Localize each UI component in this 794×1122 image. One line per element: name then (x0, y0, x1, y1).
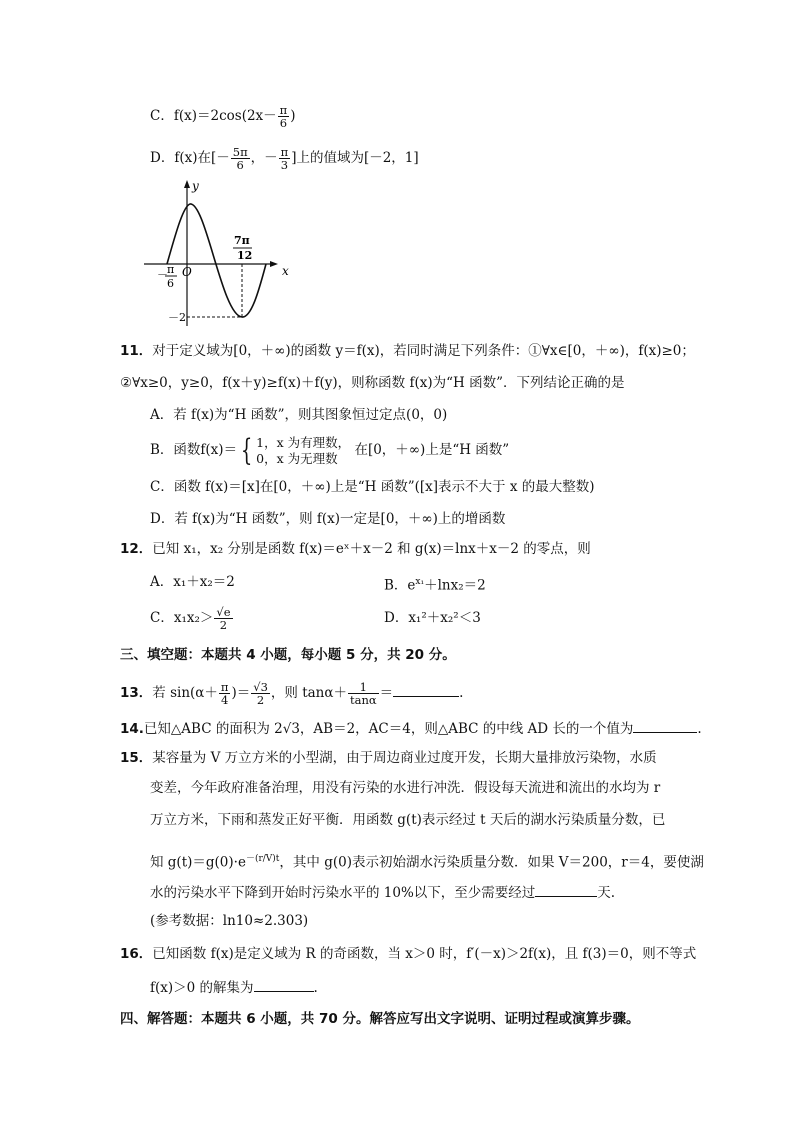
answer-blank (535, 882, 597, 897)
answer-blank (633, 718, 697, 733)
q12-option-d: D．x₁²＋x₂²＜3 (384, 610, 481, 626)
q10-option-c: C．f(x)＝2cos(2x－ $\frac{\pi}{6}$ ) (150, 103, 296, 130)
section-4-title: 四、解答题：本题共 6 小题，共 70 分。解答应写出文字说明、证明过程或演算步骤。 (120, 1011, 640, 1027)
q13: 13．若 sin(α＋ $\frac{\pi}{4}$ )＝ $\frac{√3}{2}$ ，则 tanα＋ $\frac{1}{\tan\alpha}$ ＝ . (120, 680, 464, 707)
q15-line1: 15．某容量为 V 万立方米的小型湖，由于周边商业过度开发，长期大量排放污染物，水质 (120, 750, 657, 766)
fraction: $\frac{5\pi}{6}$ (232, 145, 248, 172)
q15-reference: (参考数据：ln10≈2.303) (150, 913, 309, 929)
x-axis-label: x (282, 264, 289, 278)
fraction: $\frac{√e}{2}$ (216, 605, 231, 632)
tick-neg2: －2 (168, 311, 186, 324)
q11-option-c: C．函数 f(x)＝[x]在[0，＋∞)上是“H 函数”([x]表示不大于 x 的最大整数) (150, 479, 595, 495)
function-graph (140, 176, 290, 332)
q15-line3: 万立方米，下雨和蒸发正好平衡．用函数 g(t)表示经过 t 天后的湖水污染质量分数，已 (150, 812, 666, 828)
q15-line5: 水的污染水平下降到开始时污染水平的 10%以下，至少需要经过 天. (150, 882, 615, 902)
q12-option-c: C．x₁x₂＞ $\frac{√e}{2}$ (150, 605, 231, 632)
origin-label: O (182, 265, 192, 279)
tick-7pi-num: 7π (234, 234, 250, 247)
tick-neg-sign: － (157, 268, 168, 281)
q16-line1: 16．已知函数 f(x)是定义域为 R 的奇函数，当 x＞0 时，f′(－x)＞2f(x)，且 f(3)＝0，则不等式 (120, 946, 697, 962)
tick-pi-den: 6 (167, 277, 174, 290)
fraction: $\frac{1}{\tan\alpha}$ (350, 680, 377, 707)
q10-option-d: D．f(x)在[－ $\frac{5\pi}{6}$ ，－ $\frac{\pi}{3}$ ]上的值域为[－2，1] (150, 145, 419, 172)
q12-stem: 12．已知 x₁，x₂ 分别是函数 f(x)＝eˣ＋x－2 和 g(x)＝lnx＋x－2 的零点，则 (120, 541, 591, 557)
answer-blank (254, 977, 314, 992)
q15-line4: 知 $g(t)=g(0)\cdot e^{-(r/V)t}$，其中 g(0)表示初始湖水污染质量分数．如果 V＝200，r＝4，要使湖 (150, 854, 704, 871)
answer-blank (393, 682, 459, 697)
q11-line1: 11．对于定义域为[0，＋∞)的函数 y＝f(x)，若同时满足下列条件：①∀x∈[0，＋∞)，f(x)≥0； (120, 343, 695, 359)
fraction: $\frac{\pi}{4}$ (220, 680, 229, 707)
y-axis-label: y (192, 179, 199, 193)
q12-option-a: A．x₁＋x₂＝2 (150, 574, 235, 590)
fraction: $\frac{\pi}{3}$ (280, 145, 289, 172)
q11-line2: ②∀x≥0，y≥0，f(x＋y)≥f(x)＋f(y)，则称函数 f(x)为“H 函数”．下列结论正确的是 (120, 375, 625, 391)
section-3-title: 三、填空题：本题共 4 小题，每小题 5 分，共 20 分。 (120, 647, 456, 663)
fraction: $\frac{\pi}{6}$ (279, 103, 288, 130)
q16-line2: f(x)＞0 的解集为 . (150, 977, 318, 997)
tick-pi-num: π (167, 263, 175, 276)
fraction: $\frac{√3}{2}$ (253, 680, 268, 707)
x-axis-arrow (270, 261, 278, 267)
tick-7pi-den: 12 (237, 249, 253, 262)
q14: 14.已知△ABC 的面积为 2√3，AB＝2，AC＝4，则△ABC 的中线 AD 长的一个值为 . (120, 718, 702, 738)
q11-option-a: A．若 f(x)为“H 函数”，则其图象恒过定点(0，0) (150, 407, 448, 423)
y-axis-arrow (184, 180, 190, 188)
q12-option-b: B．$e^{x_1}+\ln x_2=2$ (384, 577, 486, 594)
q11-option-d: D．若 f(x)为“H 函数”，则 f(x)一定是[0，＋∞)上的增函数 (150, 511, 506, 527)
q11-option-b: B．函数f(x)＝ { 1，x 为有理数， 0，x 为无理数 在[0，＋∞)上是“H 函数” (150, 432, 510, 468)
q15-line2: 变差，今年政府准备治理，用没有污染的水进行冲洗．假设每天流进和流出的水均为 r (150, 780, 661, 796)
